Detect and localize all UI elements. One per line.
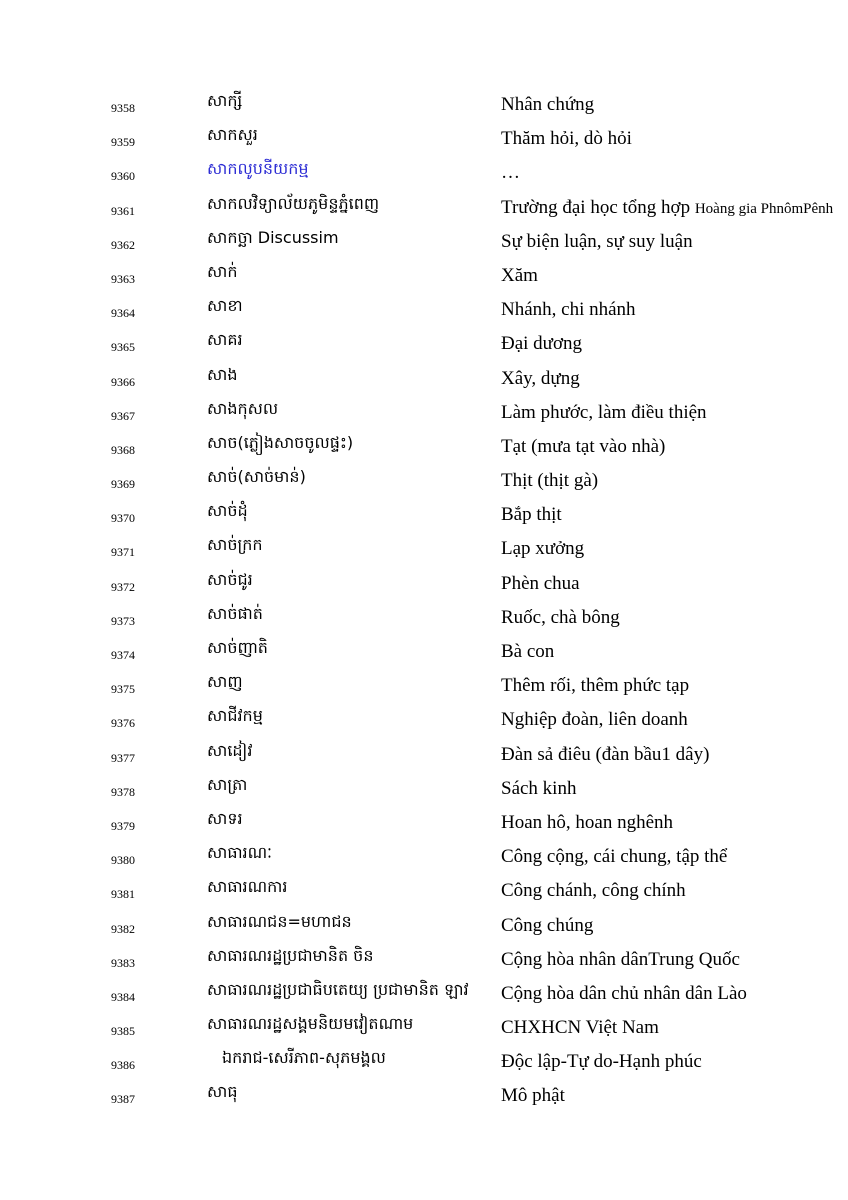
translation-text: Nghiệp đoàn, liên doanh [501,709,688,731]
entry-row [0,802,848,836]
entry-row [0,426,848,460]
entry-number: 9365 [111,340,135,355]
vietnamese-translation [501,470,598,492]
khmer-term: សាក់ [207,261,238,281]
translation-text: Thêm rối, thêm phức tạp [501,675,690,697]
entry-row [0,84,848,118]
vietnamese-translation [501,333,582,355]
vietnamese-translation [501,607,620,629]
vietnamese-translation [501,402,707,424]
khmer-term: សាជីវកម្ម [207,706,263,726]
khmer-term: សាច់ផាត់ [207,603,263,623]
khmer-term: សាកលូបនីយកម្ម [207,159,309,179]
khmer-term: សាធារណរដ្ឋប្រជាមានិត ចិន [207,945,374,965]
khmer-term: សាកលវិទ្យាល័យភូមិន្ទភ្នំពេញ [207,193,380,213]
dictionary-entries [0,84,848,1110]
entry-number: 9372 [111,579,135,594]
khmer-term: សាច(ភ្លៀងសាចចូលផ្ទះ) [207,432,354,452]
translation-text: Phèn chua [501,572,580,594]
entry-number: 9361 [111,203,135,218]
translation-text: CHXHCN Việt Nam [501,1017,659,1039]
vietnamese-translation [501,504,562,526]
entry-number: 9379 [111,818,135,833]
vietnamese-translation [501,436,665,458]
entry-number: 9382 [111,921,135,936]
vietnamese-translation [501,846,727,868]
translation-text: Đại dương [501,333,583,355]
vietnamese-translation [501,538,584,560]
vietnamese-translation [501,299,636,321]
entry-row [0,939,848,973]
translation-text: Cộng hòa nhân dânTrung Quốc [501,948,740,970]
vietnamese-translation [501,1017,659,1039]
translation-text: Công chánh, công chính [501,880,686,902]
entry-number: 9364 [111,306,135,321]
khmer-term: សាញ [207,672,243,692]
entry-number: 9378 [111,784,135,799]
translation-text: Bà con [501,641,555,662]
entry-number: 9385 [111,1024,135,1039]
entry-row [0,392,848,426]
entry-row [0,221,848,255]
khmer-term: សាច់ញាតិ [207,638,268,657]
translation-text: Nhân chứng [501,94,595,115]
entry-row [0,870,848,904]
entry-row [0,187,848,221]
translation-text: Hoan hô, hoan nghênh [501,811,674,833]
entry-row [0,152,848,186]
translation-text: Tạt (mưa tạt vào nhà) [501,435,666,457]
translation-text: Trường đại học tổng hợp [501,196,695,218]
khmer-term: សាច់(សាច់មាន់) [207,467,306,487]
translation-text: Bắp thịt [501,504,562,526]
entry-number: 9377 [111,750,135,765]
entry-number: 9375 [111,682,135,697]
entry-number: 9373 [111,613,135,628]
translation-text: Xây, dựng [501,367,580,389]
khmer-term: សាដៀវ [207,740,253,760]
entry-row [0,528,848,562]
entry-number: 9374 [111,648,135,662]
entry-row [0,631,848,665]
khmer-term: សាច់ក្រក [207,535,263,555]
entry-row [0,358,848,392]
khmer-term: សាកសួរ [207,125,258,145]
vietnamese-translation [501,128,632,150]
entry-row [0,665,848,699]
entry-number: 9369 [111,477,135,492]
khmer-term: សាធារណៈ [207,843,273,863]
vietnamese-translation [501,812,673,834]
vietnamese-translation [501,368,580,390]
khmer-term: សាត្រា [207,774,248,794]
entry-number: 9381 [111,887,135,902]
vietnamese-translation [501,880,686,902]
vietnamese-translation [501,675,689,697]
khmer-term: សាធុ [207,1082,238,1102]
entry-number: 9358 [111,101,135,115]
entry-row [0,768,848,802]
translation-text: Ruốc, chà bông [501,606,620,628]
entry-row [0,973,848,1007]
khmer-term: សាទរ [207,808,243,828]
entry-number: 9359 [111,135,135,150]
entry-number: 9386 [111,1058,135,1073]
entry-number: 9387 [111,1092,135,1107]
khmer-term: សាច់ដុំ [207,501,248,521]
vietnamese-translation [501,265,538,287]
entry-row [0,1007,848,1041]
entry-number: 9383 [111,955,135,970]
vietnamese-translation [501,1051,702,1073]
translation-text: Nhánh, chi nhánh [501,299,636,321]
khmer-term: សាក្សី [207,91,243,110]
vietnamese-translation [501,1085,565,1107]
entry-number: 9360 [111,169,135,184]
entry-row [0,460,848,494]
entry-row [0,255,848,289]
translation-text: Mô phật [501,1085,565,1107]
translation-text: Độc lập-Tự do-Hạnh phúc [501,1051,702,1073]
khmer-term: សាច់ជូរ [207,569,253,589]
entry-number: 9366 [111,374,135,389]
khmer-term: ឯករាជ-សេរីភាព-សុភមង្គល [222,1048,386,1068]
entry-number: 9376 [111,716,135,731]
khmer-term: សាខា [207,296,243,316]
vietnamese-translation [501,641,554,663]
khmer-term: សាកច្ឆា Discussim [207,227,339,247]
translation-text: Cộng hòa dân chủ nhân dân Lào [501,982,747,1004]
vietnamese-translation [501,162,520,184]
entry-number: 9380 [111,853,135,868]
translation-text: Công chúng [501,914,594,936]
khmer-term: សាគរ [207,330,243,350]
khmer-term: សាធារណរដ្ឋប្រជាធិបតេយ្យ ប្រជាមានិត ឡាវ [207,979,469,999]
translation-text: Sự biện luận, sự suy luận [501,230,693,252]
entry-row [0,836,848,870]
entry-row [0,1075,848,1109]
entry-row [0,597,848,631]
translation-text: Công cộng, cái chung, tập thể [501,846,728,868]
vietnamese-translation [501,915,593,937]
translation-text: Lạp xưởng [501,538,585,560]
entry-row [0,118,848,152]
translation-text: … [501,162,520,184]
translation-text: Thịt (thịt gà) [501,470,599,492]
vietnamese-translation [501,94,594,116]
entry-number: 9368 [111,442,135,457]
khmer-term: សាងកុសល [207,398,279,418]
entry-number: 9370 [111,511,135,526]
khmer-term: សាង [207,364,238,384]
vietnamese-translation [501,949,740,971]
translation-text: Thăm hỏi, dò hỏi [501,128,632,150]
translation-text: Làm phước, làm điều thiện [501,401,707,423]
entry-row [0,563,848,597]
khmer-term: សាធារណការ [207,877,288,897]
entry-number: 9384 [111,989,135,1004]
entry-number: 9371 [111,545,135,560]
translation-text-small: Hoàng gia PhnômPênh [694,200,834,217]
entry-row [0,699,848,733]
translation-text: Đàn sả điêu (đàn bầu1 dây) [501,743,710,765]
vietnamese-translation [501,709,688,731]
translation-text: Xăm [501,264,538,286]
vietnamese-translation [501,744,709,766]
entry-row [0,323,848,357]
khmer-term: សាធារណរដ្ឋសង្គមនិយមវៀតណាម [207,1014,414,1034]
vietnamese-translation [501,231,693,253]
entry-row [0,289,848,323]
vietnamese-translation [501,197,833,220]
vietnamese-translation [501,778,576,800]
entry-number: 9362 [111,237,135,252]
entry-row [0,905,848,939]
entry-row [0,734,848,768]
vietnamese-translation [501,573,580,595]
khmer-term: សាធារណជន=មហាជន [207,911,352,931]
entry-row [0,1041,848,1075]
entry-number: 9363 [111,271,135,286]
entry-row [0,494,848,528]
vietnamese-translation [501,983,747,1005]
translation-text: Sách kinh [501,777,577,799]
entry-number: 9367 [111,408,135,423]
